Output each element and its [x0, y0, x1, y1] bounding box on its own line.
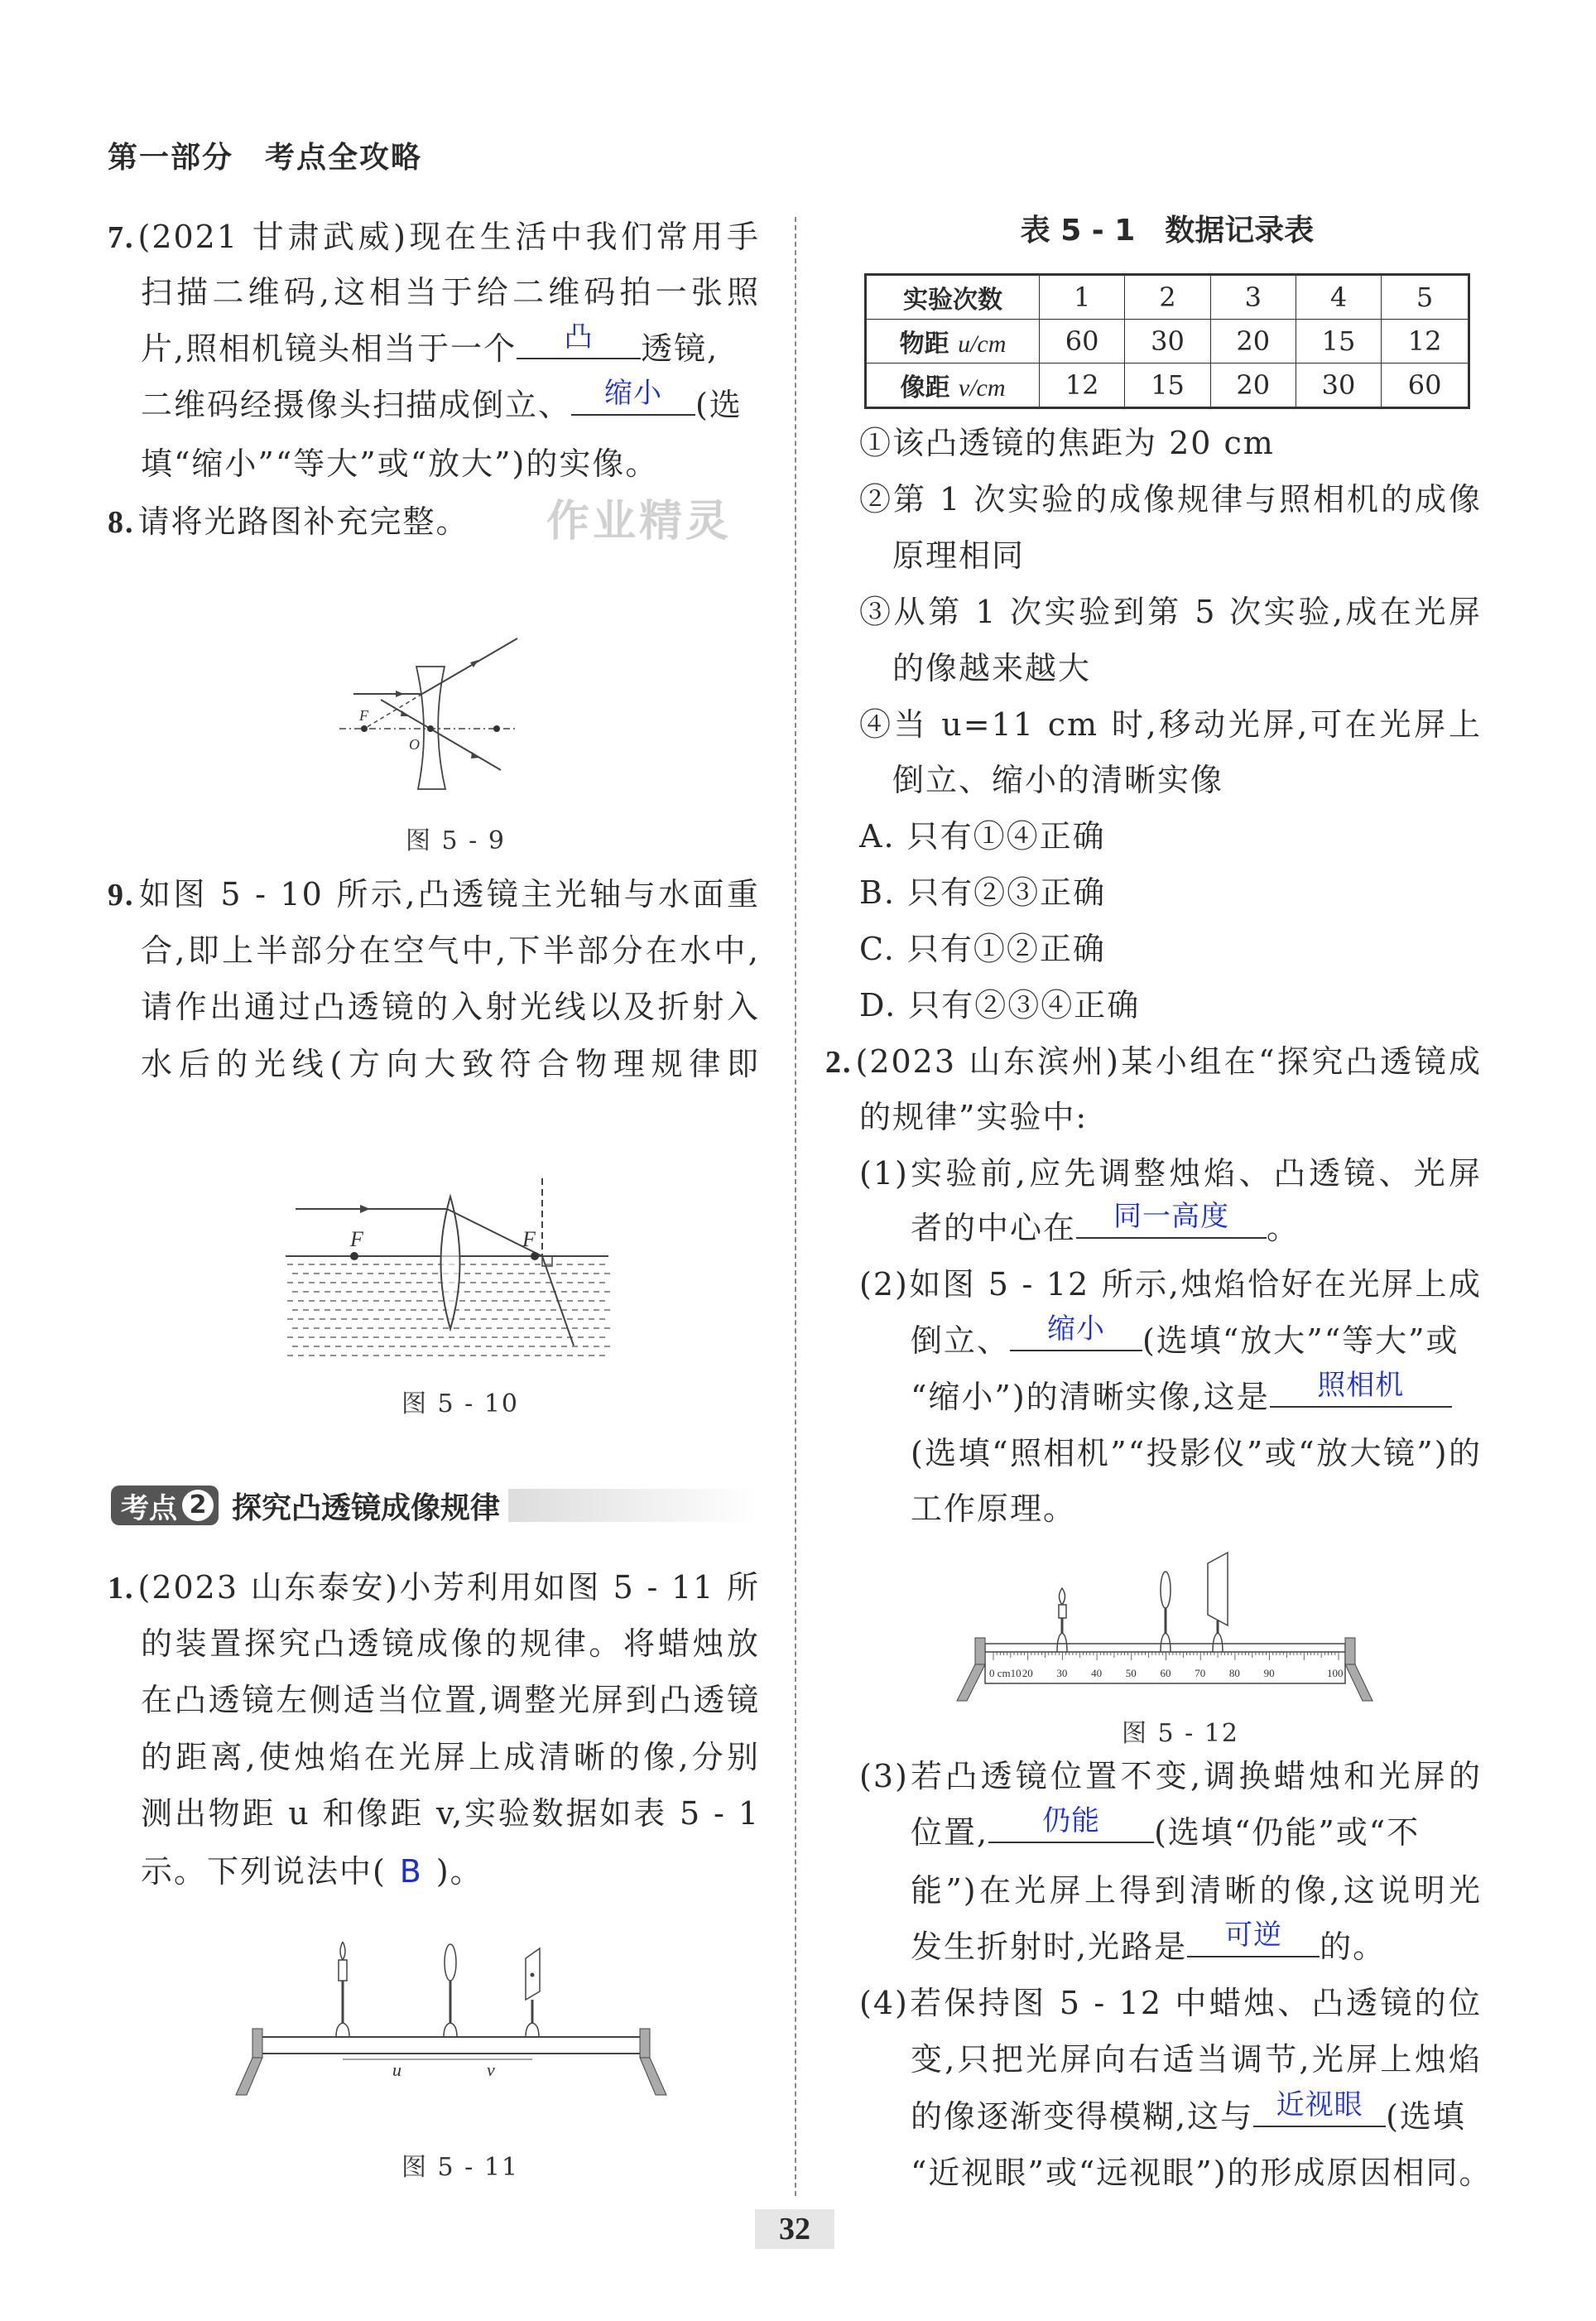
q1-line: 的距离,使烛焰在光屏上成清晰的像,分别 [141, 1739, 760, 1775]
q9-line [108, 866, 760, 922]
table-header: 2 [1125, 275, 1210, 320]
q2-text: 位置, [911, 1814, 989, 1851]
q9-text: 如图 5 - 10 所示,凸透镜主光轴与水面重 [137, 876, 760, 913]
answer-text: 缩小 [1047, 1312, 1106, 1346]
bench-leg [640, 2058, 666, 2095]
ruler-label: 50 [1125, 1667, 1137, 1679]
q2-line: (3)若凸透镜位置不变,调换蜡烛和光屏的 [859, 1758, 1482, 1794]
table-header: 5 [1382, 275, 1469, 320]
label-f: F [359, 707, 368, 724]
answer-text: 缩小 [604, 377, 663, 410]
ruler-label: 70 [1195, 1667, 1206, 1679]
convex-lens [1161, 1572, 1171, 1652]
table-cell: 30 [1296, 364, 1381, 408]
q9-line: 水后的光线(方向大致符合物理规律即 [141, 1046, 760, 1082]
q2-line [911, 1312, 1459, 1369]
q2-line: (1)实验前,应先调整烛焰、凸透镜、光屏 [859, 1155, 1482, 1192]
table-row [866, 320, 1469, 364]
q2-text: “缩小”)的清晰实像,这是 [911, 1379, 1270, 1415]
answer-text: 凸 [564, 320, 594, 354]
q1-line: 测出物距 u 和像距 v,实验数据如表 5 - 1 [141, 1795, 760, 1832]
question-number: 8. [108, 505, 135, 540]
section-heading [111, 1484, 757, 1527]
figure-5-11-optical-bench [232, 1942, 671, 2107]
section-title: 探究凸透镜成像规律 [232, 1490, 501, 1525]
answer-text: 可逆 [1224, 1919, 1283, 1952]
column-divider [795, 217, 796, 2196]
extension-line [364, 694, 422, 729]
q2-text: (选填“仍能”或“不 [1154, 1814, 1421, 1851]
q1-line [141, 1843, 483, 1900]
q2-line: (选填“照相机”“投影仪”或“放大镜”)的 [911, 1435, 1482, 1471]
q7-line: 扫描二维码,这相当于给二维码拍一张照 [141, 274, 760, 311]
option-a[interactable]: A. 只有①④正确 [859, 818, 1106, 855]
question-number: 9. [108, 878, 135, 913]
q7-line [141, 320, 719, 377]
q9-line: 请作出通过凸透镜的入射光线以及折射入 [141, 989, 760, 1025]
q2-line [911, 1200, 1300, 1256]
optical-center [427, 725, 434, 732]
label-v: v [487, 2059, 495, 2080]
focal-point [350, 1252, 358, 1260]
row-label-text: 像距 [900, 373, 950, 402]
option-b[interactable]: B. 只有②③正确 [859, 874, 1107, 911]
table-cell: 12 [1040, 364, 1125, 408]
bench-leg [957, 1664, 985, 1701]
q2-line: (2)如图 5 - 12 所示,烛焰恰好在光屏上成 [859, 1266, 1482, 1303]
q1-line [108, 1559, 760, 1616]
bench-rail [261, 2037, 642, 2054]
ruler-label: 60 [1160, 1667, 1171, 1679]
table-title: 表 5 - 1 数据记录表 [1020, 214, 1315, 248]
table-cell: 20 [1210, 364, 1296, 408]
ruler-label: 80 [1228, 1667, 1240, 1679]
rail-end [975, 1638, 985, 1664]
q2-text: 发生折射时,光路是 [911, 1929, 1188, 1965]
row-label-text: 物距 [899, 330, 949, 359]
q8-line [108, 494, 469, 550]
ruler-label: 100 [1327, 1667, 1344, 1679]
section-decor-bar [508, 1489, 757, 1522]
arrow-icon [470, 660, 478, 667]
table-cell: 15 [1296, 320, 1381, 364]
q2-line: 变,只把光屏向右适当调节,光屏上烛焰 [911, 2041, 1482, 2078]
rail-end [252, 2029, 262, 2058]
figure-caption: 图 5 - 10 [401, 1389, 520, 1418]
q8-text: 请将光路图补充完整。 [137, 503, 469, 540]
q2-text: 的像逐渐变得模糊,这与 [911, 2098, 1254, 2135]
q2-line [911, 1804, 1420, 1861]
figure-5-9-concave-lens-diagram [331, 613, 546, 803]
q9-line: 合,即上半部分在空气中,下半部分在水中, [141, 932, 760, 969]
q2-text: (选填 [1386, 2098, 1466, 2135]
q1-line: 在凸透镜左侧适当位置,调整光屏到凸透镜 [141, 1682, 760, 1718]
q2-text: (选填“放大”“等大”或 [1142, 1322, 1459, 1359]
q2-text: 者的中心在 [911, 1210, 1077, 1246]
table-header: 3 [1210, 275, 1296, 320]
page-number: 32 [755, 2209, 834, 2249]
statement: ②第 1 次实验的成像规律与照相机的成像 [859, 481, 1482, 518]
statement: 原理相同 [892, 537, 1026, 574]
table-row [866, 275, 1469, 320]
option-c[interactable]: C. 只有①②正确 [859, 931, 1106, 967]
statement: ③从第 1 次实验到第 5 次实验,成在光屏 [859, 594, 1482, 630]
statement: 的像越来越大 [892, 650, 1092, 686]
q7-text: 片,照相机镜头相当于一个 [141, 330, 517, 367]
q7-text: (选 [695, 387, 743, 423]
statement: 倒立、缩小的清晰实像 [892, 762, 1224, 798]
answer-blank[interactable] [1187, 1919, 1320, 1957]
arrow-icon [401, 710, 410, 716]
table-row [866, 364, 1469, 408]
answer-text: 仍能 [1042, 1804, 1101, 1837]
light-screen [526, 1948, 540, 2037]
answer-blank[interactable] [1253, 2089, 1386, 2127]
focal-point [361, 725, 368, 732]
table-header: 1 [1040, 275, 1125, 320]
bench-leg [1345, 1664, 1372, 1701]
answer-blank[interactable] [1076, 1201, 1267, 1239]
q7-text: 二维码经摄像头扫描成倒立、 [141, 387, 572, 423]
figure-5-10-water-lens-diagram [277, 1172, 617, 1370]
ruler-label: 0 cm10 [989, 1667, 1022, 1679]
q7-line [141, 377, 743, 433]
row-unit: u/cm [958, 330, 1007, 358]
data-table [864, 273, 1470, 409]
answer-text[interactable]: B [399, 1853, 423, 1890]
row-label [866, 364, 1040, 408]
answer-blank[interactable] [1270, 1370, 1452, 1408]
figure-caption: 图 5 - 11 [401, 2153, 520, 2182]
ruler-label: 20 [1022, 1667, 1033, 1679]
q2-text: (2023 山东滨州)某小组在“探究凸透镜成 [855, 1043, 1482, 1080]
answer-blank[interactable] [1010, 1313, 1142, 1351]
section-header: 第一部分 考点全攻略 [108, 141, 423, 175]
label-o: O [409, 736, 420, 753]
candle [1057, 1588, 1067, 1652]
q2-text: 倒立、 [911, 1322, 1011, 1359]
answer-text: 同一高度 [1113, 1200, 1230, 1233]
row-unit: v/cm [958, 374, 1006, 402]
q2-line [825, 1033, 1482, 1090]
question-number: 1. [108, 1571, 135, 1606]
figure-caption: 图 5 - 9 [406, 826, 506, 855]
q2-line [911, 1919, 1386, 1975]
q2-line [911, 1369, 1452, 1425]
option-d[interactable]: D. 只有②③④正确 [859, 987, 1141, 1023]
q1-text: )。 [435, 1853, 483, 1890]
q2-line: 能”)在光屏上得到清晰的像,这说明光 [911, 1872, 1482, 1909]
convex-lens [441, 1197, 460, 1329]
q1-line: 的装置探究凸透镜成像的规律。将蜡烛放 [141, 1625, 760, 1662]
question-number: 7. [108, 220, 135, 255]
figure-5-12-optical-bench [952, 1540, 1399, 1710]
table-cell: 12 [1382, 320, 1469, 364]
q1-text: 示。下列说法中( [141, 1853, 387, 1890]
q7-text: (2021 甘肃武威)现在生活中我们常用手 [137, 219, 760, 255]
q1-text: (2023 山东泰安)小芳利用如图 5 - 11 所 [137, 1569, 760, 1606]
q7-text: 透镜, [641, 330, 719, 367]
rail-end [1345, 1638, 1355, 1664]
q2-line: 的规律”实验中: [859, 1099, 1089, 1135]
table-header: 4 [1296, 275, 1381, 320]
section-number: 2 [182, 1490, 214, 1521]
light-screen [1208, 1553, 1228, 1652]
ruler-label: 90 [1263, 1667, 1275, 1679]
focal-point [493, 725, 500, 732]
q2-line: “近视眼”或“远视眼”)的形成原因相同。 [911, 2155, 1493, 2191]
section-badge-label: 考点 [121, 1491, 177, 1525]
rail-end [640, 2029, 650, 2058]
statement: ①该凸透镜的焦距为 20 cm [859, 425, 1275, 461]
label-f: F [522, 1227, 536, 1251]
table-header: 实验次数 [866, 275, 1040, 320]
figure-caption: 图 5 - 12 [1122, 1719, 1240, 1748]
answer-blank[interactable] [517, 321, 641, 359]
label-f: F [350, 1227, 363, 1251]
answer-text: 照相机 [1317, 1369, 1405, 1402]
answer-blank[interactable] [988, 1805, 1154, 1843]
q2-line: (4)若保持图 5 - 12 中蜡烛、凸透镜的位 [859, 1985, 1482, 2021]
label-u: u [392, 2059, 401, 2080]
section-badge [111, 1486, 219, 1525]
q2-line: 工作原理。 [911, 1490, 1077, 1527]
candle [336, 1942, 349, 2037]
arrow-icon [471, 752, 480, 758]
row-label [866, 320, 1040, 364]
q7-line: 填“缩小”“等大”或“放大”)的实像。 [141, 445, 659, 482]
q2-line [911, 2088, 1466, 2145]
statement: ④当 u=11 cm 时,移动光屏,可在光屏上 [859, 706, 1482, 743]
table-cell: 30 [1125, 320, 1210, 364]
watermark: 作业精灵 [546, 497, 733, 547]
focal-point [531, 1252, 539, 1260]
table-cell: 60 [1382, 364, 1469, 408]
answer-text: 近视眼 [1276, 2088, 1363, 2121]
q2-text: 的。 [1320, 1929, 1387, 1965]
table-cell: 20 [1210, 320, 1296, 364]
ruler-label: 30 [1056, 1667, 1068, 1679]
question-number: 2. [825, 1045, 853, 1080]
q7-line [108, 209, 760, 265]
arrow-icon [396, 691, 404, 697]
q2-text: 。 [1267, 1210, 1300, 1246]
table-cell: 60 [1040, 320, 1125, 364]
bench-leg [236, 2058, 262, 2095]
arrow-icon [360, 1205, 370, 1213]
answer-blank[interactable] [571, 378, 695, 416]
ruler-label: 40 [1091, 1667, 1103, 1679]
table-cell: 15 [1125, 364, 1210, 408]
convex-lens [444, 1944, 457, 2037]
